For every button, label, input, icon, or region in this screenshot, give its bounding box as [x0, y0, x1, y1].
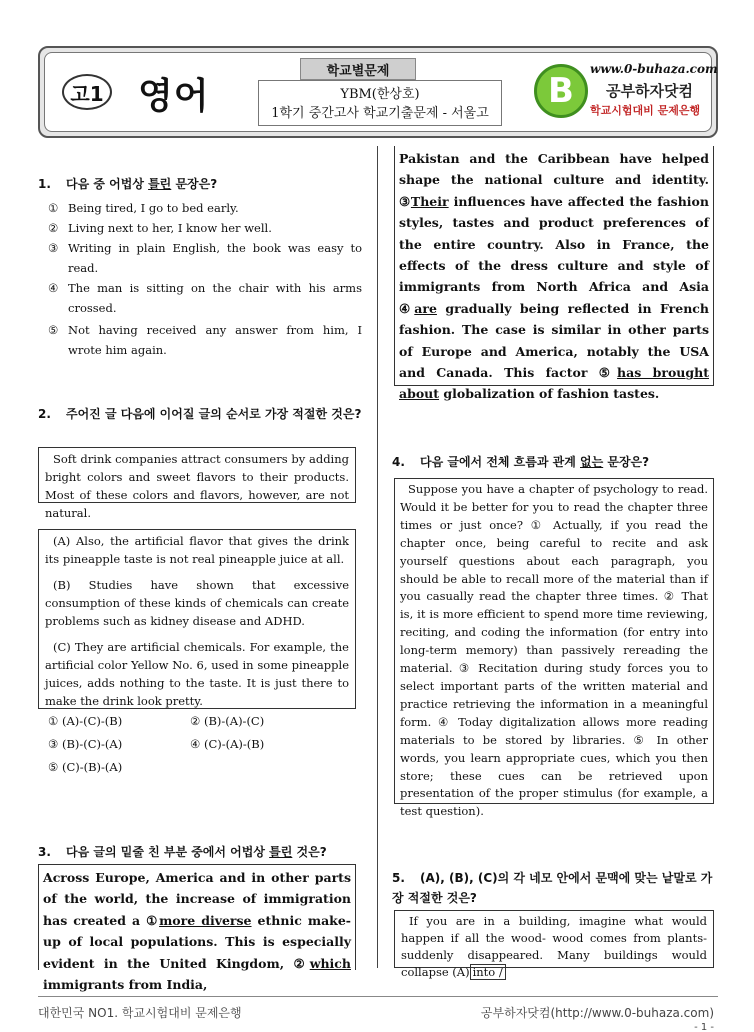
q1-option: ⑤ Not having received any answer from him, I wrote him again. — [48, 323, 362, 357]
q1-title: 1. 다음 중 어법상 틀린 문장은? — [38, 177, 218, 191]
column-divider — [377, 146, 378, 968]
page-number: - 1 - — [694, 1022, 714, 1032]
publisher: YBM(한상호) — [340, 87, 420, 102]
q2-answer: ③ (B)-(C)-(A) — [48, 737, 123, 751]
q2-given-text: Soft drink companies attract consumers by adding bright colors and sweet flavors to their products. Most of these colors and flavors, however, are not natural. — [38, 447, 356, 503]
grade-badge: 고1 — [62, 74, 112, 110]
q5-title: 5. (A), (B), (C)의 각 네모 안에서 문맥에 맞는 낱말로 가장 적절한 것은? — [392, 871, 713, 905]
q2-answer: ⑤ (C)-(B)-(A) — [48, 760, 123, 774]
q2-title: 2. 주어진 글 다음에 이어질 글의 순서로 가장 적절한 것은? — [38, 407, 362, 421]
q2-paragraph-b: (B) Studies have shown that excessive consumption of these kinds of chemicals can create problems such as kidney disease and ADHD. — [45, 578, 349, 628]
q2-answer: ④ (C)-(A)-(B) — [190, 737, 265, 751]
q1-option: ② Living next to her, I know her well. — [48, 221, 272, 235]
logo-name: 공부하자닷컴 — [606, 82, 693, 100]
q2-answer: ② (B)-(A)-(C) — [190, 714, 265, 728]
q1-option: ③ Writing in plain English, the book was easy to read. — [48, 241, 362, 275]
q4-title: 4. 다음 글에서 전체 흐름과 관계 없는 문장은? — [392, 455, 650, 469]
q2-paragraphs — [38, 529, 356, 709]
q2-paragraph-a: (A) Also, the artificial flavor that gives the drink its pineapple taste is not real pineapple juice at all. — [45, 534, 349, 566]
q3-passage-part1: Across Europe, America and in other parts of the world, the increase of immigration has created a ①more diverse ethnic make-up of local populations. This is especially evident in the United Kingdom, ②which immigrants from India, — [38, 864, 356, 970]
q2-answer: ① (A)-(C)-(B) — [48, 714, 123, 728]
exam-info — [258, 80, 502, 126]
site-logo — [532, 56, 718, 126]
q3-title: 3. 다음 글의 밑줄 친 부분 중에서 어법상 틀린 것은? — [38, 845, 327, 859]
q1-option: ① Being tired, I go to bed early. — [48, 201, 239, 215]
footer-slogan: 대한민국 NO1. 학교시험대비 문제은행 — [38, 1006, 242, 1020]
footer-site: 공부하자닷컴(http://www.0-buhaza.com) — [480, 1006, 714, 1020]
subject-title: 영어 — [138, 76, 210, 117]
q5-choice-a: into / — [470, 964, 506, 980]
exam-title: 1학기 중간고사 학교기출문제 - 서울고 — [271, 106, 489, 121]
logo-tagline: 학교시험대비 문제은행 — [590, 104, 701, 117]
q1-options — [48, 198, 362, 360]
category-label: 학교별문제 — [300, 58, 416, 80]
q5-passage: If you are in a building, imagine what would happen if all the wood- wood comes from plants- suddenly disappeared. Many buildings would collapse (A) into / — [394, 910, 714, 968]
logo-url: www.0-buhaza.com — [590, 62, 718, 76]
logo-b-icon: B — [534, 64, 588, 118]
footer-divider — [38, 996, 718, 997]
q4-passage: Suppose you have a chapter of psychology to read. Would it be better for you to read the chapter three times or just once? ① Actually, if you read the chapter once, being careful to recite and ask yourself questions about each paragraph, you should be able to recall more of the material than if you casually read the chapter three times. ② That is, it is more efficient to spend more time reviewing, reciting, and coding the information (for entry into long-term memory) than passively rereading the material. ③ Recitation during study forces you to select important parts of the written material and practice retrieving the information in a meaningful form. ④ Today digitalization allows more reading materials to be stored by libraries. ⑤ In other words, you learn appropriate cues, which you then store; these cues can be retrieved upon presentation of the proper stimulus (for example, a test question). — [394, 478, 714, 804]
q2-paragraph-c: (C) They are artificial chemicals. For example, the artificial color Yellow No. 6, used in some pineapple juices, adds nothing to the taste. It is just there to make the drink look pretty. — [45, 640, 349, 708]
q1-option: ④ The man is sitting on the chair with his arms crossed. — [48, 281, 362, 315]
q2-answers — [48, 710, 358, 780]
q3-passage-part2: Pakistan and the Caribbean have helped shape the national culture and identity. ③Their influences have affected the fashion styles, tastes and product preferences of the entire country. Also in France, the effects of the dress culture and style of immigrants from North Africa and Asia ④are gradually being reflected in French fashion. The case is similar in other parts of Europe and America, notably the USA and Canada. This factor ⑤has brought about globalization of fashion tastes. — [394, 146, 714, 386]
